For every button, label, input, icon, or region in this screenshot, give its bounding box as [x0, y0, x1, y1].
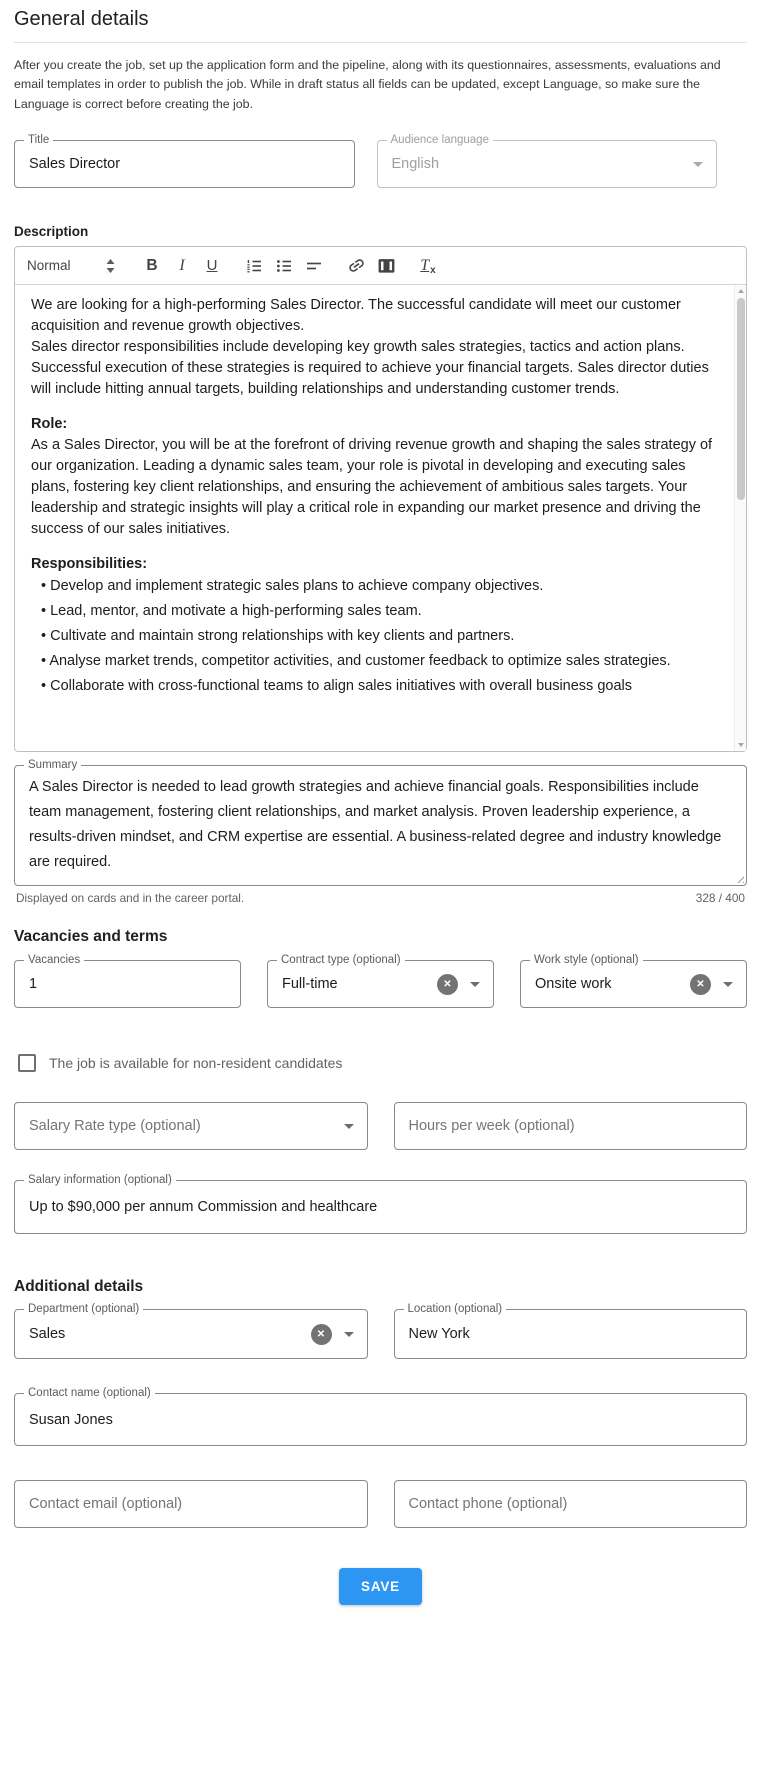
- link-button[interactable]: [343, 253, 369, 279]
- ordered-list-icon: [245, 257, 263, 275]
- scrollbar-thumb[interactable]: [737, 298, 745, 500]
- hours-per-week-input[interactable]: [395, 1103, 747, 1149]
- role-heading: Role:: [31, 416, 68, 433]
- summary-helper-text: Displayed on cards and in the career portal.: [16, 891, 245, 906]
- align-icon: [305, 257, 323, 275]
- list-item: • Analyse market trends, competitor activities, and customer feedback to optimize sales strategies.: [41, 651, 718, 672]
- clear-formatting-button[interactable]: [415, 253, 441, 279]
- editor-scrollbar[interactable]: [734, 285, 746, 751]
- hours-per-week-field[interactable]: [394, 1102, 748, 1150]
- contact-email-field[interactable]: [14, 1480, 368, 1528]
- list-item: • Develop and implement strategic sales plans to achieve company objectives.: [41, 576, 718, 597]
- location-input[interactable]: [395, 1310, 747, 1358]
- chevron-down-icon: [470, 982, 480, 987]
- chevron-down-icon: [344, 1124, 354, 1129]
- scroll-up-arrow-icon[interactable]: [738, 289, 744, 293]
- summary-char-counter: 328 / 400: [695, 891, 745, 906]
- bold-button[interactable]: B: [139, 253, 165, 279]
- clear-formatting-x-glyph: x: [430, 264, 436, 276]
- section-additional-details: Additional details: [14, 1278, 144, 1296]
- audience-language-select: [377, 134, 718, 188]
- salary-information-input[interactable]: [15, 1181, 746, 1233]
- department-label: Department (optional): [24, 1303, 143, 1316]
- italic-button[interactable]: I: [169, 253, 195, 279]
- contract-type-select[interactable]: [267, 954, 494, 1008]
- description-label: Description: [14, 224, 89, 240]
- work-style-select[interactable]: [520, 954, 747, 1008]
- vacancies-field[interactable]: [14, 954, 241, 1008]
- format-dropdown[interactable]: [27, 253, 115, 279]
- page-title: General details: [14, 8, 747, 43]
- updown-caret-icon: [106, 259, 115, 273]
- role-body: As a Sales Director, you will be at the forefront of driving revenue growth and shaping the sales strategy of our organization. Leading a dynamic sales team, your role is pivotal in developing and executing sales plans, fostering key client relationships, and ensuring the achievement of ambitious sales targets. Your leadership and strategic insights will play a critical role in expanding our market presence and driving the success of our sales initiatives.: [31, 437, 713, 538]
- insert-group: [343, 253, 399, 279]
- list-item: • Cultivate and maintain strong relationships with key clients and partners.: [41, 626, 718, 647]
- close-icon: ✕: [696, 978, 705, 990]
- contact-name-input[interactable]: [15, 1394, 746, 1445]
- ordered-list-button[interactable]: [241, 253, 267, 279]
- description-paragraph: Sales director responsibilities include developing key growth sales strategies, tactics and action plans. Successful execution of these strategies is required to achieve your financial targets. Sales director duties will include hitting annual targets, building relationships and understanding customer trends.: [31, 339, 709, 398]
- salary-rate-type-placeholder: Salary Rate type (optional): [29, 1118, 201, 1135]
- vacancies-input[interactable]: [15, 961, 240, 1007]
- chevron-down-icon: [344, 1332, 354, 1337]
- close-icon: ✕: [316, 1328, 326, 1340]
- video-icon: [377, 256, 396, 275]
- align-button[interactable]: [301, 253, 327, 279]
- non-resident-checkbox-label[interactable]: The job is available for non-resident candidates: [49, 1055, 343, 1072]
- location-label: Location (optional): [404, 1303, 507, 1316]
- summary-field[interactable]: [14, 759, 747, 886]
- list-item: • Collaborate with cross-functional teams to align sales initiatives with overall business goals: [41, 676, 718, 697]
- bullet-list-button[interactable]: [271, 253, 297, 279]
- description-content[interactable]: [15, 285, 746, 751]
- non-resident-checkbox[interactable]: [18, 1054, 36, 1072]
- description-paragraph: We are looking for a high-performing Sales Director. The successful candidate will meet our customer acquisition and revenue growth objectives.: [31, 297, 681, 335]
- title-field-label: Title: [24, 134, 53, 147]
- chevron-down-icon: [693, 162, 703, 167]
- salary-information-label: Salary information (optional): [24, 1174, 176, 1187]
- save-row: [14, 1568, 747, 1605]
- contact-row: [14, 1480, 747, 1528]
- save-button[interactable]: SAVE: [339, 1568, 422, 1605]
- video-button[interactable]: [373, 253, 399, 279]
- contact-phone-field[interactable]: [394, 1480, 748, 1528]
- vacancies-field-label: Vacancies: [24, 954, 84, 967]
- salary-information-field[interactable]: [14, 1174, 747, 1234]
- work-style-clear-button[interactable]: [690, 974, 711, 995]
- summary-field-label: Summary: [24, 759, 81, 772]
- intro-text: After you create the job, set up the application form and the pipeline, along with its questionnaires, assessments, evaluations and email templates in order to publish the job. While in draft status all fields can be updated, except Language, so make sure the Language is correct before creating the job.: [14, 58, 721, 111]
- audience-language-label: Audience language: [387, 134, 493, 147]
- salary-rate-type-select[interactable]: [14, 1102, 368, 1150]
- underline-button[interactable]: U: [199, 253, 225, 279]
- close-icon: ✕: [443, 978, 452, 990]
- responsibilities-heading: Responsibilities:: [31, 556, 148, 573]
- work-style-label: Work style (optional): [530, 954, 643, 967]
- salary-rate-row: [14, 1102, 747, 1150]
- department-location-row: [14, 1303, 747, 1359]
- link-icon: [347, 256, 366, 275]
- description-editor: [14, 246, 747, 752]
- responsibilities-list: [31, 576, 718, 697]
- editor-toolbar: [15, 247, 746, 285]
- blank-line: [31, 400, 718, 414]
- department-value: Sales: [29, 1326, 66, 1343]
- title-field[interactable]: [14, 134, 355, 188]
- title-language-row: [14, 134, 747, 188]
- list-item: • Lead, mentor, and motivate a high-performing sales team.: [41, 601, 718, 622]
- format-dropdown-label: Normal: [27, 258, 71, 274]
- contract-type-label: Contract type (optional): [277, 954, 405, 967]
- bullet-list-icon: [275, 257, 293, 275]
- audience-language-value: English: [391, 156, 440, 173]
- department-clear-button[interactable]: [311, 1324, 332, 1345]
- clear-formatting-t-glyph: T: [420, 256, 430, 274]
- section-vacancies-terms: Vacancies and terms: [14, 928, 168, 946]
- contract-type-clear-button[interactable]: [437, 974, 458, 995]
- non-resident-row: [18, 1054, 747, 1072]
- contact-name-label: Contact name (optional): [24, 1387, 155, 1400]
- contact-name-field[interactable]: [14, 1387, 747, 1446]
- blank-line: [31, 540, 718, 554]
- chevron-down-icon: [723, 982, 733, 987]
- contract-type-value: Full-time: [282, 976, 338, 993]
- list-group: [241, 253, 327, 279]
- summary-textarea[interactable]: A Sales Director is needed to lead growth strategies and achieve financial goals. Responsibilities include team management, fostering client relationships, and market analysis. Proven leadership experience, a results-driven mindset, and CRM expertise are essential. A business-related degree and industry knowledge are required.: [29, 779, 722, 871]
- work-style-value: Onsite work: [535, 976, 612, 993]
- contact-phone-input[interactable]: [395, 1481, 747, 1527]
- location-field[interactable]: [394, 1303, 748, 1359]
- scroll-down-arrow-icon[interactable]: [738, 743, 744, 747]
- vacancies-row: [14, 954, 747, 1008]
- department-select[interactable]: [14, 1303, 368, 1359]
- title-input[interactable]: [15, 141, 354, 187]
- summary-helper-row: [14, 891, 747, 905]
- contact-email-input[interactable]: [15, 1481, 367, 1527]
- text-style-group: [139, 253, 225, 279]
